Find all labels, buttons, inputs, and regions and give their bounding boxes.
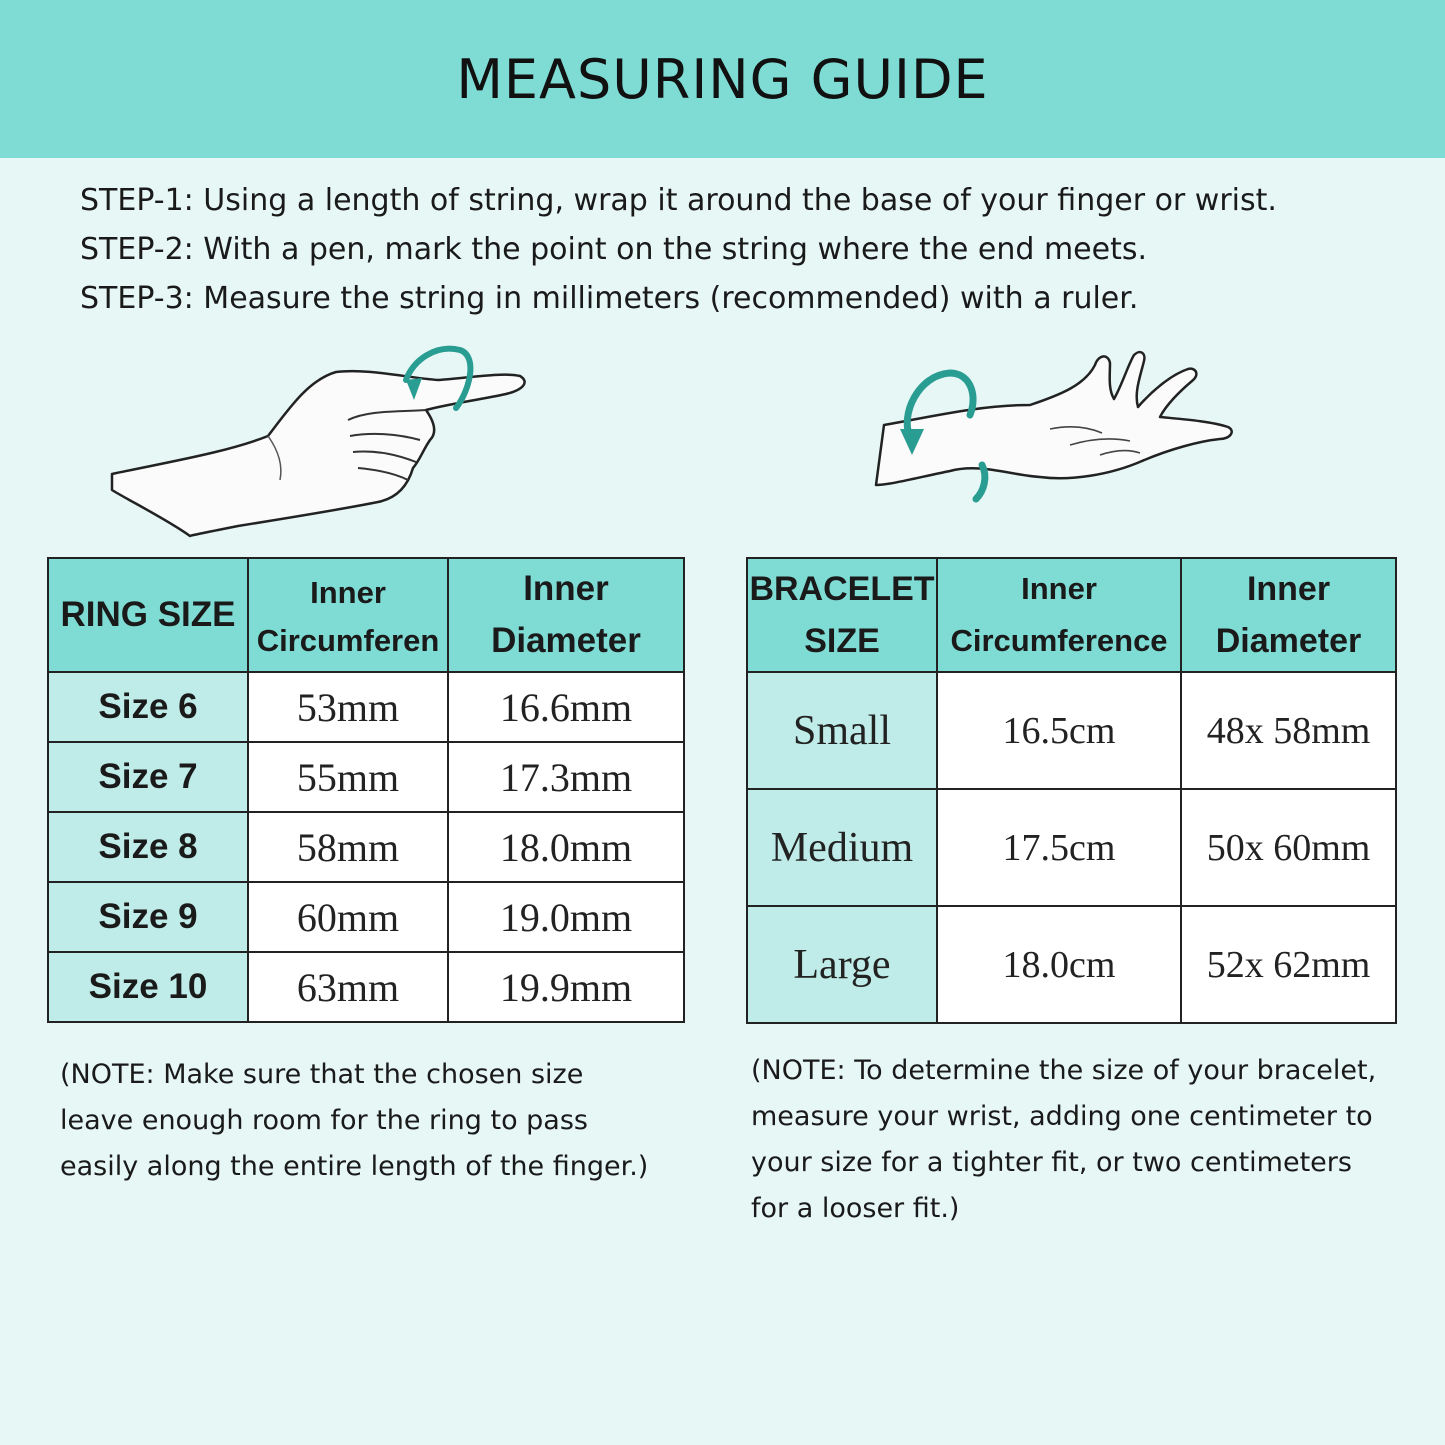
table-row [48, 812, 684, 882]
ring-diameter-cell: 19.9mm [448, 952, 684, 1022]
bracelet-size-table [746, 557, 1397, 1024]
ring-size-cell: Size 7 [48, 742, 248, 812]
ring-note [60, 1052, 648, 1190]
bracelet-circumference-header [937, 558, 1181, 672]
ring-circumference-cell: 53mm [248, 672, 448, 742]
ring-diameter-header-line1: Inner [523, 569, 609, 608]
ring-circumference-cell: 63mm [248, 952, 448, 1022]
ring-note-line: easily along the entire length of the finger.) [60, 1151, 649, 1182]
ring-size-cell: Size 6 [48, 672, 248, 742]
step-3-text: STEP-3: Measure the string in millimeters (recommended) with a ruler. [80, 281, 1139, 316]
step-2-text: STEP-2: With a pen, mark the point on the string where the end meets. [80, 232, 1148, 267]
ring-diameter-cell: 17.3mm [448, 742, 684, 812]
ring-circumference-header-line2: Circumferen [256, 623, 440, 658]
bracelet-note-line: for a looser fit.) [751, 1193, 960, 1224]
ring-diameter-header [448, 558, 684, 672]
table-row [48, 672, 684, 742]
bracelet-diameter-cell: 50x 60mm [1181, 789, 1396, 906]
ring-note-line: (NOTE: Make sure that the chosen size [60, 1059, 584, 1090]
finger-measure-illustration [108, 340, 538, 540]
ring-size-cell: Size 10 [48, 952, 248, 1022]
table-row [747, 906, 1396, 1023]
bracelet-circumference-cell: 18.0cm [937, 906, 1181, 1023]
wrist-hand-icon [870, 345, 1240, 505]
bracelet-note [751, 1048, 1376, 1232]
ring-size-table [47, 557, 685, 1023]
ring-note-line: leave enough room for the ring to pass [60, 1105, 588, 1136]
bracelet-size-cell: Large [747, 906, 937, 1023]
bracelet-size-header-line1: BRACELET [749, 570, 935, 608]
step-1-text: STEP-1: Using a length of string, wrap it around the base of your finger or wrist. [80, 183, 1277, 218]
table-row [48, 742, 684, 812]
ring-circumference-header [248, 558, 448, 672]
table-row [48, 882, 684, 952]
wrist-measure-illustration [870, 345, 1240, 505]
bracelet-size-cell: Medium [747, 789, 937, 906]
ring-circumference-cell: 55mm [248, 742, 448, 812]
bracelet-size-header [747, 558, 937, 672]
ring-diameter-cell: 18.0mm [448, 812, 684, 882]
table-row [747, 789, 1396, 906]
bracelet-table-header-row [747, 558, 1396, 672]
bracelet-diameter-cell: 48x 58mm [1181, 672, 1396, 789]
bracelet-circumference-cell: 17.5cm [937, 789, 1181, 906]
bracelet-note-line: your size for a tighter fit, or two centimeters [751, 1147, 1352, 1178]
table-row [48, 952, 684, 1022]
ring-circumference-header-line1: Inner [310, 575, 386, 610]
ring-diameter-cell: 19.0mm [448, 882, 684, 952]
ring-table-header-row [48, 558, 684, 672]
steps-list [80, 176, 1400, 323]
bracelet-diameter-header [1181, 558, 1396, 672]
bracelet-size-header-line2: SIZE [804, 622, 880, 660]
bracelet-circumference-header-line1: Inner [1021, 571, 1097, 606]
page-title: MEASURING GUIDE [456, 47, 989, 111]
bracelet-circumference-header-line2: Circumference [950, 623, 1168, 658]
bracelet-diameter-header-line2: Diameter [1215, 622, 1362, 660]
ring-diameter-header-line2: Diameter [491, 621, 641, 660]
ring-size-cell: Size 9 [48, 882, 248, 952]
bracelet-note-line: measure your wrist, adding one centimeter to [751, 1101, 1373, 1132]
bracelet-note-line: (NOTE: To determine the size of your bracelet, [751, 1055, 1377, 1086]
ring-diameter-cell: 16.6mm [448, 672, 684, 742]
bracelet-size-cell: Small [747, 672, 937, 789]
ring-circumference-cell: 60mm [248, 882, 448, 952]
ring-circumference-cell: 58mm [248, 812, 448, 882]
table-row [747, 672, 1396, 789]
bracelet-diameter-header-line1: Inner [1246, 570, 1331, 608]
finger-hand-icon [108, 340, 538, 540]
bracelet-circumference-cell: 16.5cm [937, 672, 1181, 789]
header-banner [0, 0, 1445, 158]
ring-size-header: RING SIZE [48, 558, 248, 672]
ring-size-cell: Size 8 [48, 812, 248, 882]
bracelet-diameter-cell: 52x 62mm [1181, 906, 1396, 1023]
